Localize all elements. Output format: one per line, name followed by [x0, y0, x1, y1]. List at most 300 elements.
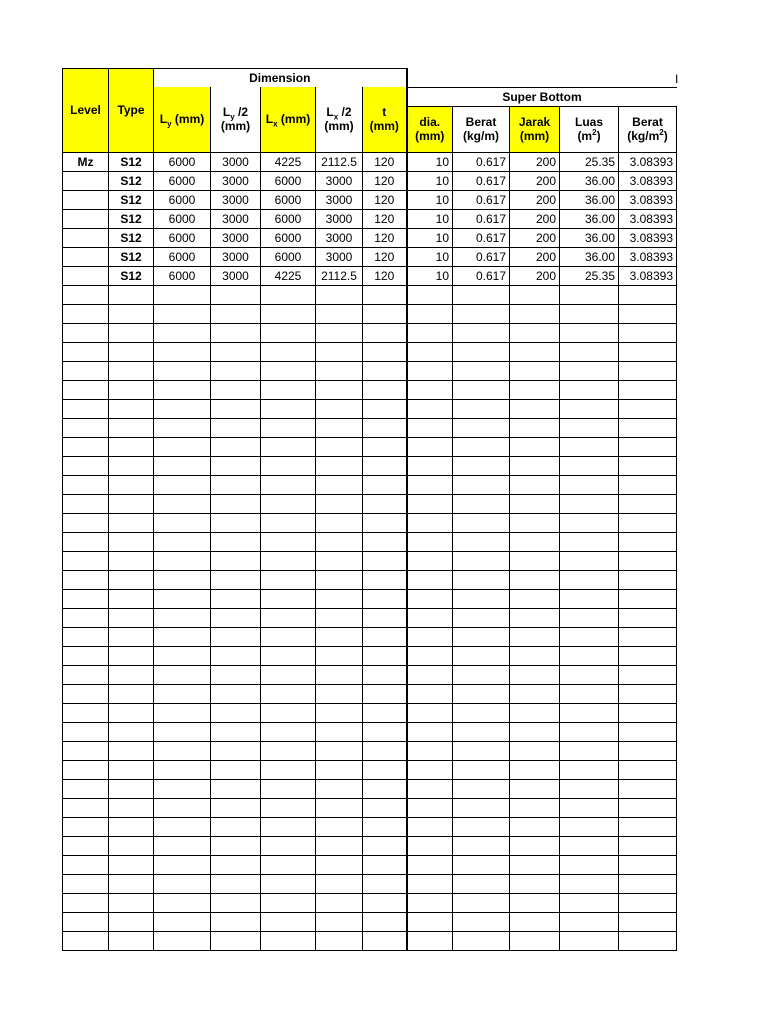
empty-cell[interactable] [560, 684, 619, 703]
cell-dia[interactable]: 10 [407, 209, 453, 228]
empty-cell[interactable] [109, 551, 154, 570]
empty-cell[interactable] [510, 513, 560, 532]
empty-cell[interactable] [211, 684, 261, 703]
empty-cell[interactable] [407, 855, 453, 874]
empty-cell[interactable] [211, 722, 261, 741]
empty-cell[interactable] [316, 741, 363, 760]
empty-cell[interactable] [211, 855, 261, 874]
cell-level[interactable] [63, 228, 109, 247]
empty-cell[interactable] [316, 285, 363, 304]
empty-cell[interactable] [407, 608, 453, 627]
empty-cell[interactable] [560, 589, 619, 608]
empty-cell[interactable] [510, 589, 560, 608]
empty-cell[interactable] [619, 855, 677, 874]
empty-cell[interactable] [560, 361, 619, 380]
empty-cell[interactable] [619, 399, 677, 418]
empty-cell[interactable] [211, 646, 261, 665]
empty-cell[interactable] [211, 779, 261, 798]
empty-cell[interactable] [453, 912, 510, 931]
empty-cell[interactable] [261, 798, 316, 817]
empty-cell[interactable] [363, 513, 407, 532]
empty-cell[interactable] [63, 760, 109, 779]
empty-cell[interactable] [510, 836, 560, 855]
empty-cell[interactable] [154, 513, 211, 532]
empty-cell[interactable] [453, 475, 510, 494]
empty-cell[interactable] [407, 570, 453, 589]
empty-cell[interactable] [63, 741, 109, 760]
empty-cell[interactable] [211, 912, 261, 931]
empty-cell[interactable] [63, 323, 109, 342]
empty-cell[interactable] [407, 627, 453, 646]
empty-cell[interactable] [407, 399, 453, 418]
empty-cell[interactable] [560, 931, 619, 950]
empty-cell[interactable] [619, 323, 677, 342]
empty-cell[interactable] [154, 741, 211, 760]
empty-cell[interactable] [560, 798, 619, 817]
cell-berat[interactable]: 0.617 [453, 171, 510, 190]
empty-cell[interactable] [261, 513, 316, 532]
empty-cell[interactable] [154, 722, 211, 741]
empty-cell[interactable] [109, 627, 154, 646]
empty-cell[interactable] [453, 437, 510, 456]
empty-cell[interactable] [510, 627, 560, 646]
empty-cell[interactable] [407, 342, 453, 361]
empty-cell[interactable] [560, 399, 619, 418]
empty-cell[interactable] [619, 380, 677, 399]
empty-cell[interactable] [619, 760, 677, 779]
empty-cell[interactable] [261, 589, 316, 608]
empty-cell[interactable] [453, 779, 510, 798]
empty-cell[interactable] [363, 399, 407, 418]
empty-cell[interactable] [261, 323, 316, 342]
empty-cell[interactable] [453, 399, 510, 418]
empty-cell[interactable] [316, 684, 363, 703]
cell-t[interactable]: 120 [363, 228, 407, 247]
empty-cell[interactable] [363, 931, 407, 950]
empty-cell[interactable] [316, 380, 363, 399]
empty-cell[interactable] [211, 627, 261, 646]
empty-cell[interactable] [109, 342, 154, 361]
empty-cell[interactable] [211, 342, 261, 361]
cell-berat[interactable]: 0.617 [453, 190, 510, 209]
empty-cell[interactable] [109, 779, 154, 798]
cell-berat2[interactable]: 3.08393 [619, 247, 677, 266]
empty-cell[interactable] [316, 532, 363, 551]
empty-cell[interactable] [619, 665, 677, 684]
empty-cell[interactable] [211, 874, 261, 893]
empty-cell[interactable] [560, 627, 619, 646]
empty-cell[interactable] [316, 817, 363, 836]
empty-cell[interactable] [109, 380, 154, 399]
cell-berat2[interactable]: 3.08393 [619, 266, 677, 285]
empty-cell[interactable] [154, 589, 211, 608]
empty-cell[interactable] [619, 532, 677, 551]
cell-jarak[interactable]: 200 [510, 190, 560, 209]
empty-cell[interactable] [453, 551, 510, 570]
empty-cell[interactable] [510, 380, 560, 399]
empty-cell[interactable] [316, 703, 363, 722]
empty-cell[interactable] [109, 741, 154, 760]
cell-ly2[interactable]: 3000 [211, 266, 261, 285]
empty-cell[interactable] [316, 722, 363, 741]
empty-cell[interactable] [619, 437, 677, 456]
empty-cell[interactable] [560, 551, 619, 570]
empty-cell[interactable] [154, 931, 211, 950]
empty-cell[interactable] [619, 722, 677, 741]
empty-cell[interactable] [261, 741, 316, 760]
empty-cell[interactable] [560, 456, 619, 475]
empty-cell[interactable] [510, 399, 560, 418]
empty-cell[interactable] [407, 361, 453, 380]
empty-cell[interactable] [363, 855, 407, 874]
empty-cell[interactable] [407, 912, 453, 931]
cell-type[interactable]: S12 [109, 247, 154, 266]
empty-cell[interactable] [363, 760, 407, 779]
cell-jarak[interactable]: 200 [510, 171, 560, 190]
cell-type[interactable]: S12 [109, 209, 154, 228]
empty-cell[interactable] [261, 893, 316, 912]
empty-cell[interactable] [63, 684, 109, 703]
empty-cell[interactable] [619, 304, 677, 323]
cell-lx[interactable]: 4225 [261, 152, 316, 171]
empty-cell[interactable] [154, 798, 211, 817]
empty-cell[interactable] [453, 532, 510, 551]
empty-cell[interactable] [109, 684, 154, 703]
cell-t[interactable]: 120 [363, 266, 407, 285]
empty-cell[interactable] [407, 304, 453, 323]
empty-cell[interactable] [407, 874, 453, 893]
empty-cell[interactable] [453, 893, 510, 912]
cell-berat2[interactable]: 3.08393 [619, 209, 677, 228]
cell-level[interactable] [63, 247, 109, 266]
cell-luas[interactable]: 36.00 [560, 171, 619, 190]
cell-dia[interactable]: 10 [407, 247, 453, 266]
empty-cell[interactable] [510, 475, 560, 494]
empty-cell[interactable] [63, 798, 109, 817]
empty-cell[interactable] [453, 361, 510, 380]
cell-dia[interactable]: 10 [407, 190, 453, 209]
empty-cell[interactable] [63, 532, 109, 551]
empty-cell[interactable] [63, 874, 109, 893]
empty-cell[interactable] [619, 912, 677, 931]
empty-cell[interactable] [109, 475, 154, 494]
empty-cell[interactable] [560, 836, 619, 855]
empty-cell[interactable] [453, 646, 510, 665]
empty-cell[interactable] [211, 893, 261, 912]
empty-cell[interactable] [154, 855, 211, 874]
empty-cell[interactable] [619, 703, 677, 722]
empty-cell[interactable] [510, 665, 560, 684]
cell-ly[interactable]: 6000 [154, 228, 211, 247]
empty-cell[interactable] [560, 437, 619, 456]
empty-cell[interactable] [453, 627, 510, 646]
empty-cell[interactable] [63, 570, 109, 589]
cell-lx[interactable]: 6000 [261, 209, 316, 228]
empty-cell[interactable] [510, 342, 560, 361]
cell-berat[interactable]: 0.617 [453, 247, 510, 266]
empty-cell[interactable] [211, 551, 261, 570]
empty-cell[interactable] [211, 475, 261, 494]
empty-cell[interactable] [619, 646, 677, 665]
empty-cell[interactable] [261, 475, 316, 494]
empty-cell[interactable] [363, 703, 407, 722]
empty-cell[interactable] [211, 608, 261, 627]
empty-cell[interactable] [453, 513, 510, 532]
empty-cell[interactable] [109, 874, 154, 893]
cell-lx2[interactable]: 3000 [316, 228, 363, 247]
empty-cell[interactable] [560, 665, 619, 684]
empty-cell[interactable] [453, 741, 510, 760]
empty-cell[interactable] [316, 836, 363, 855]
empty-cell[interactable] [109, 646, 154, 665]
empty-cell[interactable] [63, 418, 109, 437]
empty-cell[interactable] [407, 836, 453, 855]
empty-cell[interactable] [560, 722, 619, 741]
cell-lx2[interactable]: 2112.5 [316, 152, 363, 171]
empty-cell[interactable] [619, 931, 677, 950]
empty-cell[interactable] [316, 418, 363, 437]
empty-cell[interactable] [109, 494, 154, 513]
empty-cell[interactable] [109, 703, 154, 722]
empty-cell[interactable] [154, 304, 211, 323]
cell-ly[interactable]: 6000 [154, 190, 211, 209]
empty-cell[interactable] [510, 855, 560, 874]
empty-cell[interactable] [316, 513, 363, 532]
empty-cell[interactable] [619, 893, 677, 912]
empty-cell[interactable] [154, 665, 211, 684]
empty-cell[interactable] [407, 513, 453, 532]
empty-cell[interactable] [211, 323, 261, 342]
empty-cell[interactable] [619, 342, 677, 361]
empty-cell[interactable] [154, 703, 211, 722]
cell-berat2[interactable]: 3.08393 [619, 228, 677, 247]
empty-cell[interactable] [510, 456, 560, 475]
empty-cell[interactable] [211, 741, 261, 760]
empty-cell[interactable] [453, 456, 510, 475]
empty-cell[interactable] [407, 646, 453, 665]
empty-cell[interactable] [560, 380, 619, 399]
empty-cell[interactable] [211, 532, 261, 551]
empty-cell[interactable] [560, 342, 619, 361]
empty-cell[interactable] [510, 551, 560, 570]
cell-ly2[interactable]: 3000 [211, 247, 261, 266]
empty-cell[interactable] [316, 342, 363, 361]
empty-cell[interactable] [407, 665, 453, 684]
empty-cell[interactable] [510, 722, 560, 741]
cell-jarak[interactable]: 200 [510, 266, 560, 285]
empty-cell[interactable] [211, 361, 261, 380]
empty-cell[interactable] [109, 912, 154, 931]
empty-cell[interactable] [316, 551, 363, 570]
empty-cell[interactable] [261, 342, 316, 361]
empty-cell[interactable] [63, 285, 109, 304]
cell-berat2[interactable]: 3.08393 [619, 190, 677, 209]
empty-cell[interactable] [63, 399, 109, 418]
empty-cell[interactable] [363, 627, 407, 646]
empty-cell[interactable] [211, 665, 261, 684]
empty-cell[interactable] [407, 475, 453, 494]
empty-cell[interactable] [510, 893, 560, 912]
empty-cell[interactable] [407, 703, 453, 722]
cell-berat[interactable]: 0.617 [453, 228, 510, 247]
empty-cell[interactable] [261, 836, 316, 855]
empty-cell[interactable] [109, 456, 154, 475]
cell-luas[interactable]: 36.00 [560, 209, 619, 228]
empty-cell[interactable] [619, 836, 677, 855]
empty-cell[interactable] [261, 456, 316, 475]
empty-cell[interactable] [316, 437, 363, 456]
empty-cell[interactable] [63, 608, 109, 627]
empty-cell[interactable] [109, 760, 154, 779]
empty-cell[interactable] [619, 779, 677, 798]
empty-cell[interactable] [109, 361, 154, 380]
cell-jarak[interactable]: 200 [510, 247, 560, 266]
cell-lx2[interactable]: 3000 [316, 247, 363, 266]
empty-cell[interactable] [211, 589, 261, 608]
empty-cell[interactable] [363, 798, 407, 817]
empty-cell[interactable] [261, 399, 316, 418]
empty-cell[interactable] [363, 285, 407, 304]
empty-cell[interactable] [363, 874, 407, 893]
empty-cell[interactable] [154, 817, 211, 836]
empty-cell[interactable] [407, 741, 453, 760]
empty-cell[interactable] [453, 589, 510, 608]
empty-cell[interactable] [407, 437, 453, 456]
empty-cell[interactable] [363, 551, 407, 570]
cell-level[interactable] [63, 266, 109, 285]
empty-cell[interactable] [560, 703, 619, 722]
cell-lx2[interactable]: 3000 [316, 171, 363, 190]
empty-cell[interactable] [560, 513, 619, 532]
empty-cell[interactable] [510, 703, 560, 722]
empty-cell[interactable] [63, 893, 109, 912]
empty-cell[interactable] [154, 684, 211, 703]
empty-cell[interactable] [154, 532, 211, 551]
empty-cell[interactable] [453, 342, 510, 361]
empty-cell[interactable] [510, 570, 560, 589]
empty-cell[interactable] [363, 722, 407, 741]
empty-cell[interactable] [453, 608, 510, 627]
empty-cell[interactable] [560, 817, 619, 836]
empty-cell[interactable] [510, 285, 560, 304]
empty-cell[interactable] [407, 418, 453, 437]
empty-cell[interactable] [261, 931, 316, 950]
cell-t[interactable]: 120 [363, 209, 407, 228]
empty-cell[interactable] [453, 494, 510, 513]
empty-cell[interactable] [63, 836, 109, 855]
empty-cell[interactable] [363, 912, 407, 931]
empty-cell[interactable] [510, 304, 560, 323]
empty-cell[interactable] [211, 304, 261, 323]
cell-berat[interactable]: 0.617 [453, 266, 510, 285]
cell-t[interactable]: 120 [363, 190, 407, 209]
empty-cell[interactable] [154, 361, 211, 380]
empty-cell[interactable] [154, 779, 211, 798]
cell-ly2[interactable]: 3000 [211, 228, 261, 247]
cell-jarak[interactable]: 200 [510, 152, 560, 171]
cell-ly[interactable]: 6000 [154, 152, 211, 171]
empty-cell[interactable] [109, 722, 154, 741]
cell-luas[interactable]: 36.00 [560, 228, 619, 247]
empty-cell[interactable] [363, 665, 407, 684]
empty-cell[interactable] [407, 760, 453, 779]
empty-cell[interactable] [407, 285, 453, 304]
empty-cell[interactable] [560, 475, 619, 494]
empty-cell[interactable] [510, 779, 560, 798]
empty-cell[interactable] [407, 779, 453, 798]
empty-cell[interactable] [211, 456, 261, 475]
empty-cell[interactable] [510, 817, 560, 836]
empty-cell[interactable] [316, 570, 363, 589]
empty-cell[interactable] [316, 475, 363, 494]
empty-cell[interactable] [619, 627, 677, 646]
cell-ly[interactable]: 6000 [154, 266, 211, 285]
empty-cell[interactable] [560, 608, 619, 627]
empty-cell[interactable] [109, 323, 154, 342]
empty-cell[interactable] [510, 418, 560, 437]
cell-ly2[interactable]: 3000 [211, 171, 261, 190]
empty-cell[interactable] [363, 893, 407, 912]
empty-cell[interactable] [261, 380, 316, 399]
empty-cell[interactable] [261, 608, 316, 627]
empty-cell[interactable] [363, 589, 407, 608]
empty-cell[interactable] [261, 703, 316, 722]
empty-cell[interactable] [109, 817, 154, 836]
empty-cell[interactable] [453, 570, 510, 589]
cell-berat[interactable]: 0.617 [453, 209, 510, 228]
empty-cell[interactable] [560, 741, 619, 760]
empty-cell[interactable] [560, 532, 619, 551]
empty-cell[interactable] [63, 494, 109, 513]
cell-berat2[interactable]: 3.08393 [619, 171, 677, 190]
empty-cell[interactable] [363, 817, 407, 836]
empty-cell[interactable] [363, 342, 407, 361]
empty-cell[interactable] [261, 285, 316, 304]
empty-cell[interactable] [211, 817, 261, 836]
empty-cell[interactable] [453, 684, 510, 703]
cell-lx2[interactable]: 3000 [316, 190, 363, 209]
empty-cell[interactable] [316, 760, 363, 779]
empty-cell[interactable] [211, 570, 261, 589]
empty-cell[interactable] [154, 836, 211, 855]
empty-cell[interactable] [261, 684, 316, 703]
empty-cell[interactable] [261, 551, 316, 570]
cell-jarak[interactable]: 200 [510, 228, 560, 247]
empty-cell[interactable] [453, 798, 510, 817]
empty-cell[interactable] [261, 722, 316, 741]
empty-cell[interactable] [619, 874, 677, 893]
empty-cell[interactable] [363, 323, 407, 342]
empty-cell[interactable] [316, 646, 363, 665]
empty-cell[interactable] [619, 551, 677, 570]
empty-cell[interactable] [63, 456, 109, 475]
cell-luas[interactable]: 36.00 [560, 190, 619, 209]
empty-cell[interactable] [154, 893, 211, 912]
empty-cell[interactable] [211, 285, 261, 304]
empty-cell[interactable] [619, 741, 677, 760]
empty-cell[interactable] [510, 798, 560, 817]
cell-level[interactable]: Mz [63, 152, 109, 171]
empty-cell[interactable] [363, 684, 407, 703]
empty-cell[interactable] [63, 589, 109, 608]
empty-cell[interactable] [154, 494, 211, 513]
empty-cell[interactable] [63, 817, 109, 836]
empty-cell[interactable] [560, 855, 619, 874]
empty-cell[interactable] [407, 893, 453, 912]
empty-cell[interactable] [109, 836, 154, 855]
empty-cell[interactable] [261, 665, 316, 684]
empty-cell[interactable] [407, 817, 453, 836]
